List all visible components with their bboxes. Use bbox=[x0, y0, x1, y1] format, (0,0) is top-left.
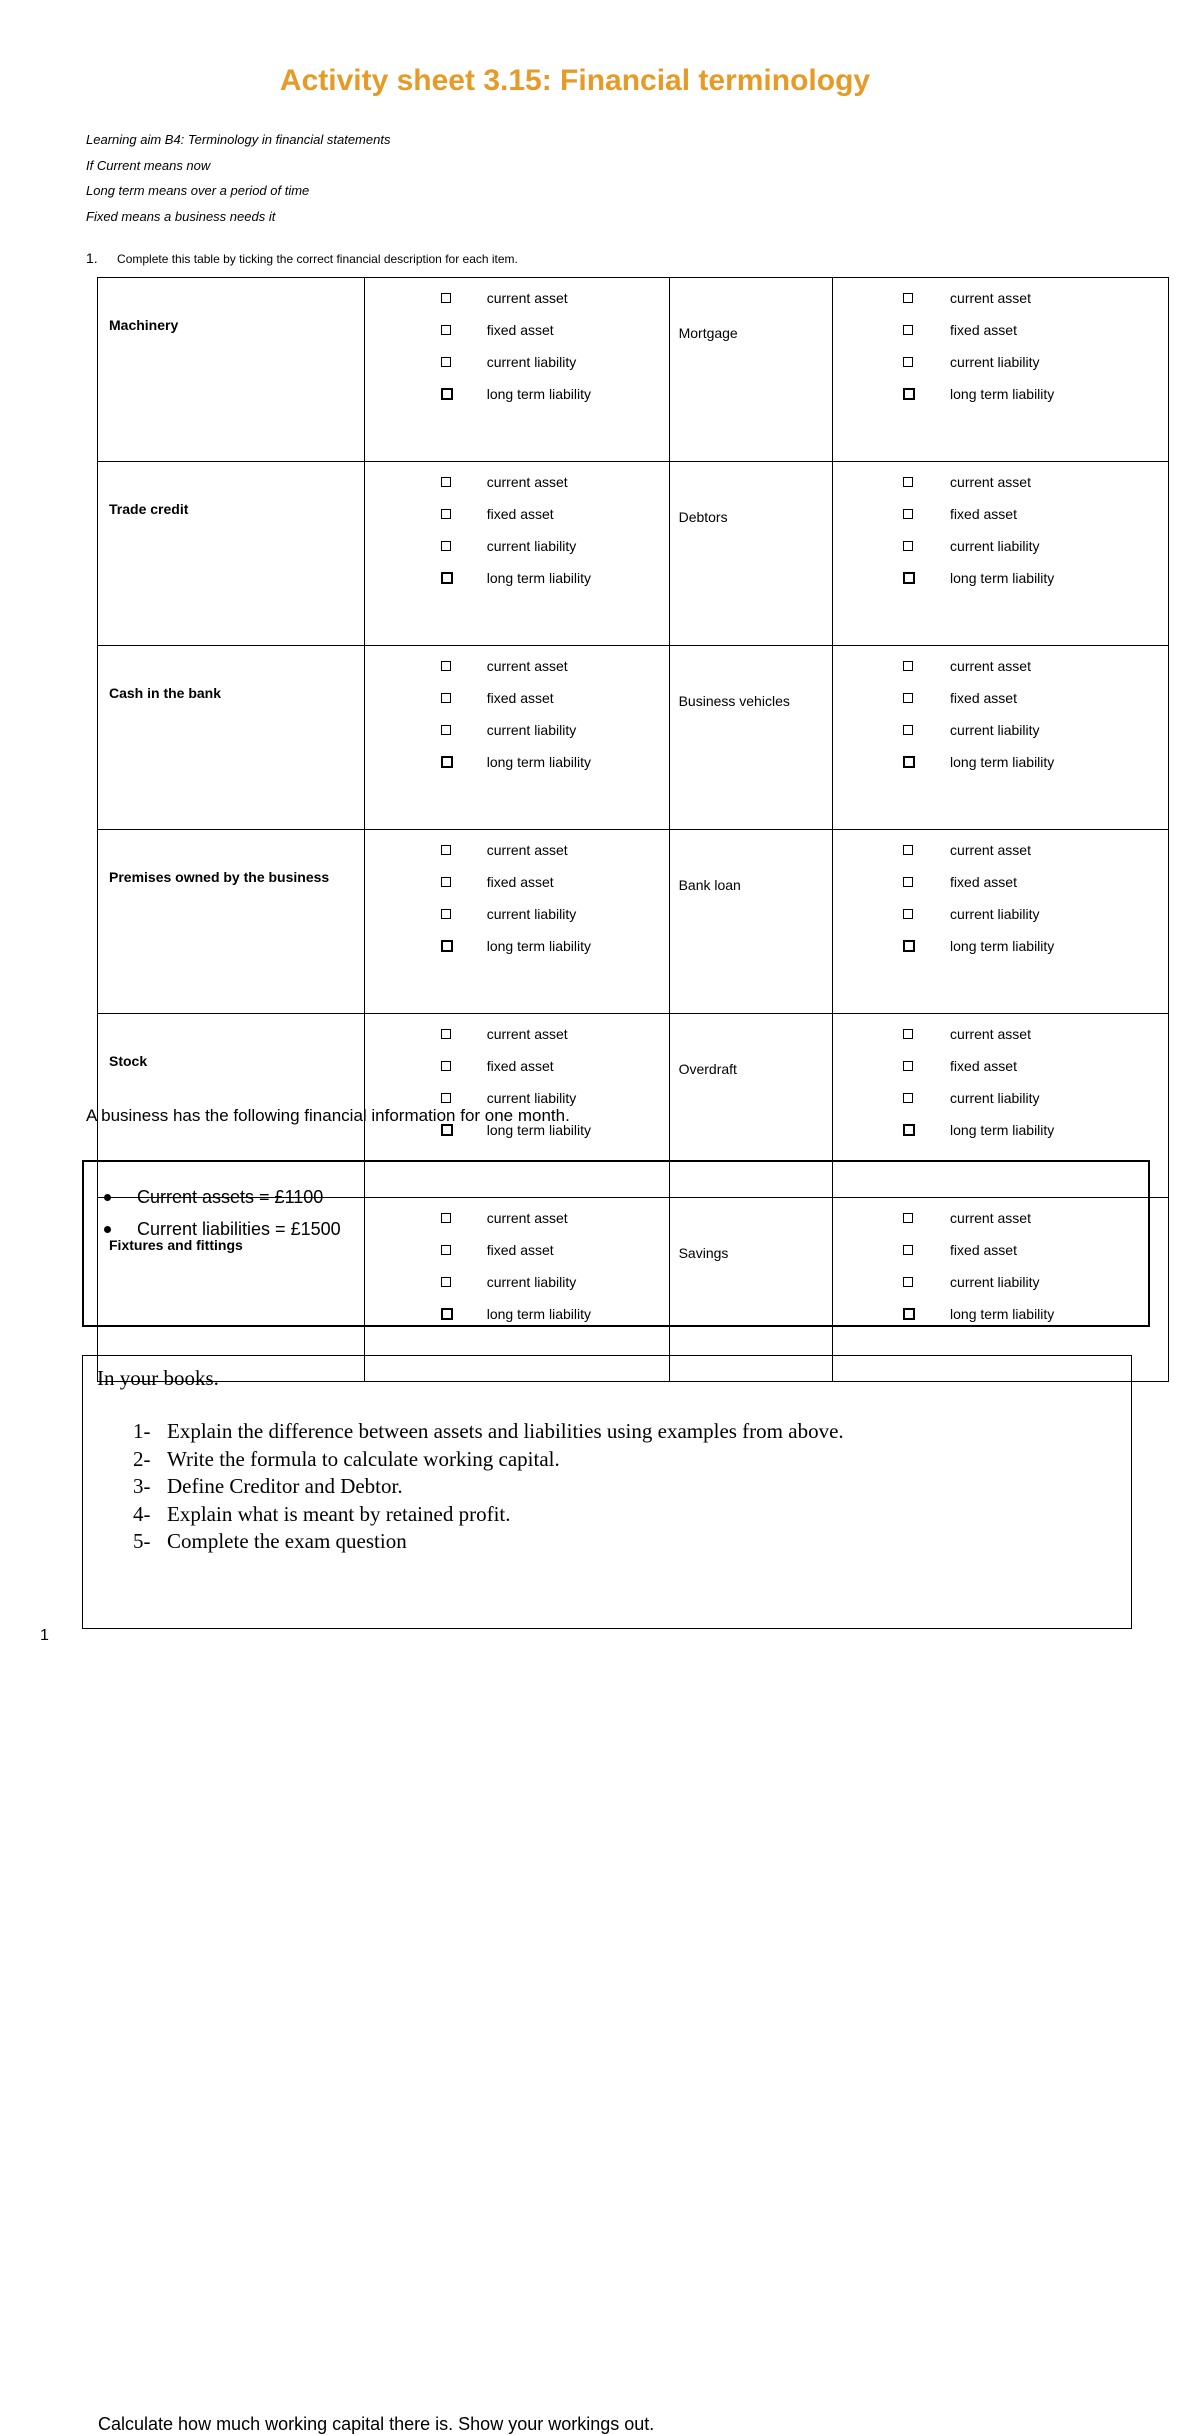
tick-options bbox=[833, 462, 1169, 646]
option-label: long term liability bbox=[950, 1306, 1055, 1322]
right-item-label: Bank loan bbox=[669, 830, 832, 1014]
left-item-label: Stock bbox=[98, 1014, 365, 1198]
checkbox-icon[interactable] bbox=[903, 388, 915, 400]
task-list bbox=[133, 1419, 844, 1557]
checkbox-icon[interactable] bbox=[441, 940, 453, 952]
checkbox-icon[interactable] bbox=[903, 661, 913, 671]
checkbox-icon[interactable] bbox=[441, 1029, 451, 1039]
calculation-instruction: Calculate how much working capital there is. Show your workings out. bbox=[98, 2414, 655, 2434]
page-number: 1 bbox=[40, 1627, 49, 1644]
list-item bbox=[98, 1186, 341, 1218]
option-long-term-liability[interactable] bbox=[833, 751, 1168, 783]
option-current-asset[interactable] bbox=[365, 287, 669, 319]
option-current-asset[interactable] bbox=[833, 655, 1168, 687]
list-item bbox=[133, 1447, 844, 1475]
checkbox-icon[interactable] bbox=[903, 1061, 913, 1071]
option-current-asset[interactable] bbox=[365, 1023, 669, 1055]
option-label: current liability bbox=[486, 1090, 577, 1106]
tick-options bbox=[833, 830, 1169, 1014]
option-label: fixed asset bbox=[950, 874, 1017, 890]
option-current-liability[interactable] bbox=[365, 719, 669, 751]
checkbox-icon[interactable] bbox=[441, 845, 451, 855]
tick-options bbox=[364, 830, 669, 1014]
option-label: long term liability bbox=[950, 570, 1055, 586]
checkbox-icon[interactable] bbox=[903, 1029, 913, 1039]
left-item-label: Premises owned by the business bbox=[98, 830, 365, 1014]
info-list bbox=[98, 1186, 341, 1250]
option-current-asset[interactable] bbox=[833, 839, 1168, 871]
option-label: fixed asset bbox=[486, 506, 554, 522]
option-fixed-asset[interactable] bbox=[833, 687, 1168, 719]
option-label: current liability bbox=[950, 1090, 1040, 1106]
option-long-term-liability[interactable] bbox=[833, 935, 1168, 967]
left-item-label: Cash in the bank bbox=[98, 646, 365, 830]
option-label: fixed asset bbox=[486, 1058, 554, 1074]
note-learning-aim: Learning aim B4: Terminology in financial statements bbox=[86, 132, 391, 147]
option-label: long term liability bbox=[486, 754, 591, 770]
option-label: fixed asset bbox=[950, 506, 1017, 522]
books-heading: In your books. bbox=[97, 1366, 219, 1390]
option-label: fixed asset bbox=[950, 1058, 1017, 1074]
list-item bbox=[133, 1529, 844, 1557]
option-label: fixed asset bbox=[950, 1242, 1017, 1258]
option-current-liability[interactable] bbox=[833, 535, 1168, 567]
option-label: fixed asset bbox=[486, 1242, 554, 1258]
checkbox-icon[interactable] bbox=[903, 541, 913, 551]
intro-text: A business has the following financial information for one month. bbox=[86, 1106, 570, 1125]
note-current: If Current means now bbox=[86, 157, 211, 173]
task-text: Explain what is meant by retained profit. bbox=[167, 1501, 511, 1526]
option-label: long term liability bbox=[486, 570, 591, 586]
checkbox-icon[interactable] bbox=[903, 845, 913, 855]
option-label: current asset bbox=[950, 474, 1031, 490]
page-title: Activity sheet 3.15: Financial terminology bbox=[279, 64, 871, 97]
left-item-label: Fixtures and fittings bbox=[98, 1198, 365, 1382]
option-label: long term liability bbox=[486, 1122, 591, 1138]
option-label: current liability bbox=[486, 354, 577, 370]
checkbox-icon[interactable] bbox=[441, 357, 451, 367]
option-label: current asset bbox=[950, 658, 1031, 674]
option-current-liability[interactable] bbox=[365, 351, 669, 383]
bullet-icon bbox=[104, 1226, 111, 1233]
option-label: current liability bbox=[950, 1274, 1040, 1290]
option-fixed-asset[interactable] bbox=[365, 871, 669, 903]
option-long-term-liability[interactable] bbox=[365, 567, 669, 599]
option-long-term-liability[interactable] bbox=[833, 1119, 1168, 1151]
task-number: 3- bbox=[133, 1474, 151, 1498]
checkbox-icon[interactable] bbox=[903, 940, 915, 952]
bullet-text: Current assets = £1100 bbox=[137, 1187, 324, 1207]
option-label: current asset bbox=[486, 658, 568, 674]
right-item-label: Debtors bbox=[669, 462, 832, 646]
learning-notes bbox=[86, 131, 390, 233]
checkbox-icon[interactable] bbox=[903, 909, 913, 919]
right-item-label: Business vehicles bbox=[669, 646, 832, 830]
option-current-asset[interactable] bbox=[365, 471, 669, 503]
checkbox-icon[interactable] bbox=[903, 325, 913, 335]
note-fixed: Fixed means a business needs it bbox=[86, 208, 276, 224]
checkbox-icon[interactable] bbox=[441, 661, 451, 671]
question-number: 1. bbox=[86, 250, 98, 266]
checkbox-icon[interactable] bbox=[441, 572, 453, 584]
option-label: long term liability bbox=[486, 938, 591, 954]
option-label: current asset bbox=[950, 842, 1031, 858]
table-row bbox=[98, 646, 1169, 830]
option-current-liability[interactable] bbox=[833, 719, 1168, 751]
table-row bbox=[98, 462, 1169, 646]
option-label: long term liability bbox=[486, 386, 591, 402]
option-label: current asset bbox=[486, 842, 568, 858]
checkbox-icon[interactable] bbox=[903, 756, 915, 768]
checkbox-icon[interactable] bbox=[441, 1061, 451, 1071]
option-fixed-asset[interactable] bbox=[833, 319, 1168, 351]
in-your-books-box bbox=[82, 1355, 1132, 1629]
option-fixed-asset[interactable] bbox=[365, 319, 669, 351]
option-label: current liability bbox=[950, 722, 1040, 738]
option-long-term-liability[interactable] bbox=[365, 751, 669, 783]
option-label: long term liability bbox=[950, 754, 1055, 770]
note-long-term: Long term means over a period of time bbox=[86, 183, 310, 198]
checkbox-icon[interactable] bbox=[441, 909, 451, 919]
list-item bbox=[133, 1474, 844, 1502]
question-text: Complete this table by ticking the correct financial description for each item. bbox=[117, 252, 518, 266]
option-long-term-liability[interactable] bbox=[833, 383, 1168, 415]
checkbox-icon[interactable] bbox=[903, 509, 913, 519]
option-label: current asset bbox=[950, 1026, 1031, 1042]
option-current-asset[interactable] bbox=[833, 471, 1168, 503]
checkbox-icon[interactable] bbox=[441, 325, 451, 335]
option-current-liability[interactable] bbox=[833, 903, 1168, 935]
right-item-label: Savings bbox=[669, 1198, 832, 1382]
option-current-asset[interactable] bbox=[833, 1023, 1168, 1055]
option-label: fixed asset bbox=[950, 322, 1017, 338]
task-text: Define Creditor and Debtor. bbox=[167, 1474, 403, 1498]
option-long-term-liability[interactable] bbox=[365, 383, 669, 415]
checkbox-icon[interactable] bbox=[903, 1093, 913, 1103]
left-item-label: Trade credit bbox=[98, 462, 365, 646]
left-item-label: Machinery bbox=[98, 278, 365, 462]
option-label: long term liability bbox=[950, 938, 1055, 954]
checkbox-icon[interactable] bbox=[441, 477, 451, 487]
option-long-term-liability[interactable] bbox=[833, 567, 1168, 599]
option-fixed-asset[interactable] bbox=[833, 1055, 1168, 1087]
tick-options bbox=[364, 462, 669, 646]
option-fixed-asset[interactable] bbox=[833, 871, 1168, 903]
checkbox-icon[interactable] bbox=[903, 293, 913, 303]
option-label: fixed asset bbox=[486, 874, 554, 890]
option-label: current liability bbox=[486, 722, 577, 738]
checkbox-icon[interactable] bbox=[441, 293, 451, 303]
checkbox-icon[interactable] bbox=[903, 725, 913, 735]
option-long-term-liability[interactable] bbox=[365, 935, 669, 967]
tick-options bbox=[364, 646, 669, 830]
option-label: fixed asset bbox=[950, 690, 1017, 706]
option-fixed-asset[interactable] bbox=[365, 503, 669, 535]
option-label: current asset bbox=[950, 290, 1031, 306]
task-text: Complete the exam question bbox=[167, 1529, 407, 1553]
list-item bbox=[133, 1419, 844, 1447]
task-number: 4- bbox=[133, 1501, 151, 1526]
checkbox-icon[interactable] bbox=[903, 693, 913, 703]
task-number: 5- bbox=[133, 1529, 151, 1553]
option-label: current liability bbox=[950, 354, 1040, 370]
option-label: current liability bbox=[950, 538, 1040, 554]
checkbox-icon[interactable] bbox=[441, 877, 451, 887]
task-text: Write the formula to calculate working capital. bbox=[167, 1446, 560, 1471]
checkbox-icon[interactable] bbox=[903, 477, 913, 487]
option-label: current asset bbox=[486, 1210, 568, 1226]
option-current-liability[interactable] bbox=[365, 535, 669, 567]
right-item-label: Overdraft bbox=[669, 1014, 832, 1198]
option-label: long term liability bbox=[486, 1306, 591, 1322]
task-number: 1- bbox=[133, 1419, 151, 1443]
option-current-liability[interactable] bbox=[365, 903, 669, 935]
checkbox-icon[interactable] bbox=[903, 357, 913, 367]
right-item-label: Mortgage bbox=[669, 278, 832, 462]
option-current-asset[interactable] bbox=[833, 287, 1168, 319]
tick-options bbox=[364, 278, 669, 462]
question-1 bbox=[86, 250, 518, 266]
option-label: long term liability bbox=[950, 386, 1055, 402]
table-row bbox=[98, 278, 1169, 462]
option-current-liability[interactable] bbox=[833, 1087, 1168, 1119]
checkbox-icon[interactable] bbox=[441, 1093, 451, 1103]
task-text: Explain the difference between assets and liabilities using examples from above. bbox=[167, 1419, 844, 1443]
option-label: long term liability bbox=[950, 1122, 1055, 1138]
checkbox-icon[interactable] bbox=[441, 725, 451, 735]
tick-options bbox=[833, 646, 1169, 830]
option-fixed-asset[interactable] bbox=[365, 687, 669, 719]
list-item bbox=[98, 1218, 341, 1250]
option-label: current asset bbox=[486, 474, 568, 490]
option-label: current liability bbox=[486, 906, 577, 922]
checkbox-icon[interactable] bbox=[441, 693, 451, 703]
option-label: fixed asset bbox=[486, 690, 554, 706]
option-label: current liability bbox=[486, 1274, 577, 1290]
option-current-asset[interactable] bbox=[365, 839, 669, 871]
list-item bbox=[133, 1502, 844, 1530]
tick-options bbox=[833, 278, 1169, 462]
option-label: current liability bbox=[486, 538, 577, 554]
bullet-icon bbox=[104, 1194, 111, 1201]
task-number: 2- bbox=[133, 1446, 151, 1471]
option-label: current liability bbox=[950, 906, 1040, 922]
checkbox-icon[interactable] bbox=[903, 877, 913, 887]
checkbox-icon[interactable] bbox=[441, 541, 451, 551]
checkbox-icon[interactable] bbox=[441, 509, 451, 519]
bullet-text: Current liabilities = £1500 bbox=[137, 1219, 341, 1239]
option-fixed-asset[interactable] bbox=[833, 503, 1168, 535]
option-label: fixed asset bbox=[486, 322, 554, 338]
option-label: current asset bbox=[486, 1026, 568, 1042]
option-label: current asset bbox=[486, 290, 568, 306]
checkbox-icon[interactable] bbox=[903, 1124, 915, 1136]
table-row bbox=[98, 830, 1169, 1014]
checkbox-icon[interactable] bbox=[903, 572, 915, 584]
option-label: current asset bbox=[950, 1210, 1031, 1226]
option-current-liability[interactable] bbox=[833, 351, 1168, 383]
option-current-asset[interactable] bbox=[365, 655, 669, 687]
checkbox-icon[interactable] bbox=[441, 756, 453, 768]
option-fixed-asset[interactable] bbox=[365, 1055, 669, 1087]
checkbox-icon[interactable] bbox=[441, 388, 453, 400]
